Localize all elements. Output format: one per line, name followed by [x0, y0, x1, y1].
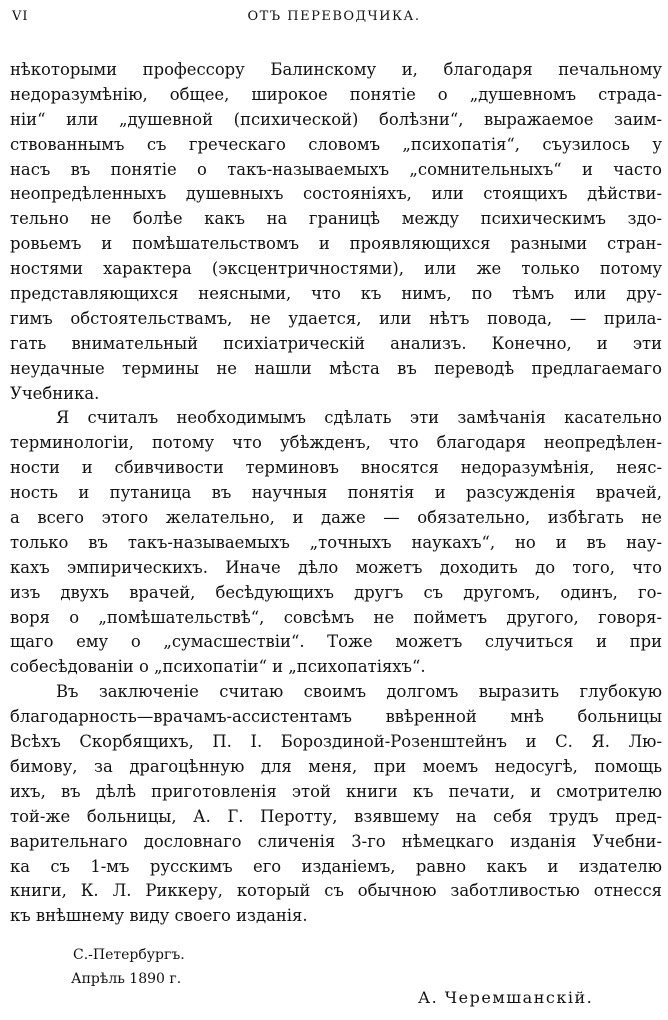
- text-line: ности и сбивчивости терминовъ вносятся недоразумѣнія, неяс-: [10, 458, 662, 478]
- text-line: кахъ эмпирическихъ. Иначе дѣло можетъ доходить до того, что: [10, 557, 662, 577]
- text-line: насъ въ понятіе о такъ-называемыхъ „сомнительныхъ“ и часто: [10, 159, 662, 179]
- text-line: а всего этого желательно, и даже — обязательно, избѣгать не: [10, 508, 662, 528]
- text-line: ствованнымъ съ греческаго словомъ „психопатія“, съузилось у: [10, 134, 662, 154]
- text-line: ностями характера (эксцентричностями), или же только потому: [10, 259, 662, 279]
- text-line: недоразумѣнію, общее, широкое понятіе о „душевномъ страда-: [10, 84, 662, 104]
- text-line: тельно не болѣе какъ на границѣ между психическимъ здо-: [10, 209, 662, 229]
- text-line: неопредѣленныхъ душевныхъ состояніяхъ, или стоящихъ дѣйстви-: [10, 184, 662, 204]
- text-line: Учебника.: [10, 383, 100, 403]
- text-line: терминологіи, потому что убѣжденъ, что благодаря неопредѣлен-: [10, 433, 662, 453]
- text-line: благодарность—врачамъ-ассистентамъ ввѣренной мнѣ больницы: [10, 707, 662, 727]
- text-line: гать внимательный психіатрическій анализъ. Конечно, и эти: [10, 333, 662, 353]
- text-line: той-же больницы, А. Г. Перотту, взявшему на себя трудъ пред-: [10, 806, 662, 826]
- text-line: книги, К. Л. Риккеру, который съ обычною заботливостью отнесся: [10, 881, 662, 901]
- text-line: Я считалъ необходимымъ сдѣлать эти замѣчанія касательно: [56, 408, 662, 428]
- text-line: Всѣхъ Скорбящихъ, П. І. Бороздиной-Розенштейнъ и С. Я. Лю-: [10, 732, 662, 752]
- signature-place: С.-Петербургъ.: [73, 947, 185, 963]
- text-line: Въ заключеніе считаю своимъ долгомъ выразить глубокую: [56, 682, 662, 702]
- text-line: ка съ 1-мъ русскимъ его изданіемъ, равно какъ и издателю: [10, 856, 662, 876]
- signature-date: Апрѣль 1890 г.: [71, 971, 182, 987]
- paragraph-terminology: [0, 406, 668, 680]
- body-text: [0, 58, 668, 929]
- running-title: ОТЪ ПЕРЕВОДЧИКА.: [247, 9, 421, 24]
- paragraph-acknowledgements: [0, 680, 668, 929]
- text-line: собесѣдованіи о „психопатіи“ и „психопатіяхъ“.: [10, 657, 426, 677]
- text-line: ровьемъ и помѣшательствомъ и проявляющихся разными стран-: [10, 234, 662, 254]
- text-line: бимову, за драгоцѣнную для меня, при моемъ недосугѣ, помощь: [10, 756, 662, 776]
- text-line: только въ такъ-называемыхъ „точныхъ наукахъ“, но и въ нау-: [10, 532, 662, 552]
- text-line: неудачные термины не нашли мѣста въ переводѣ предлагаемаго: [10, 358, 662, 378]
- text-line: воря о „помѣшательствѣ“, совсѣмъ не пойметъ другого, говоря-: [10, 607, 662, 627]
- text-line: представляющихся неясными, что къ нимъ, по тѣмъ или дру-: [10, 284, 662, 304]
- running-head: [12, 9, 656, 29]
- signature-author: А. Черемшанскій.: [418, 988, 594, 1007]
- text-line: изъ двухъ врачей, бесѣдующихъ другъ съ другомъ, одинъ, го-: [10, 582, 662, 602]
- text-line: къ внѣшнему виду своего изданія.: [10, 906, 308, 926]
- page-number: VI: [12, 9, 29, 24]
- text-line: гимъ обстоятельствамъ, не удается, или нѣтъ повода, — прила-: [10, 308, 662, 328]
- paragraph-continuation: [0, 58, 668, 406]
- text-line: щаго ему о „сумасшествіи“. Тоже можетъ случиться и при: [10, 632, 662, 652]
- text-line: ихъ, въ дѣлѣ приготовленія этой книги къ печати, и смотрителю: [10, 781, 662, 801]
- text-line: нѣкоторыми профессору Балинскому и, благодаря печальному: [10, 60, 662, 79]
- text-line: ность и путаница въ научныя понятія и разсужденія врачей,: [10, 483, 662, 503]
- text-line: ніи“ или „душевной (психической) болѣзни“, выражаемое заим-: [10, 109, 662, 129]
- text-line: варительнаго дословнаго сличенія 3-го нѣмецкаго изданія Учебни-: [10, 831, 662, 851]
